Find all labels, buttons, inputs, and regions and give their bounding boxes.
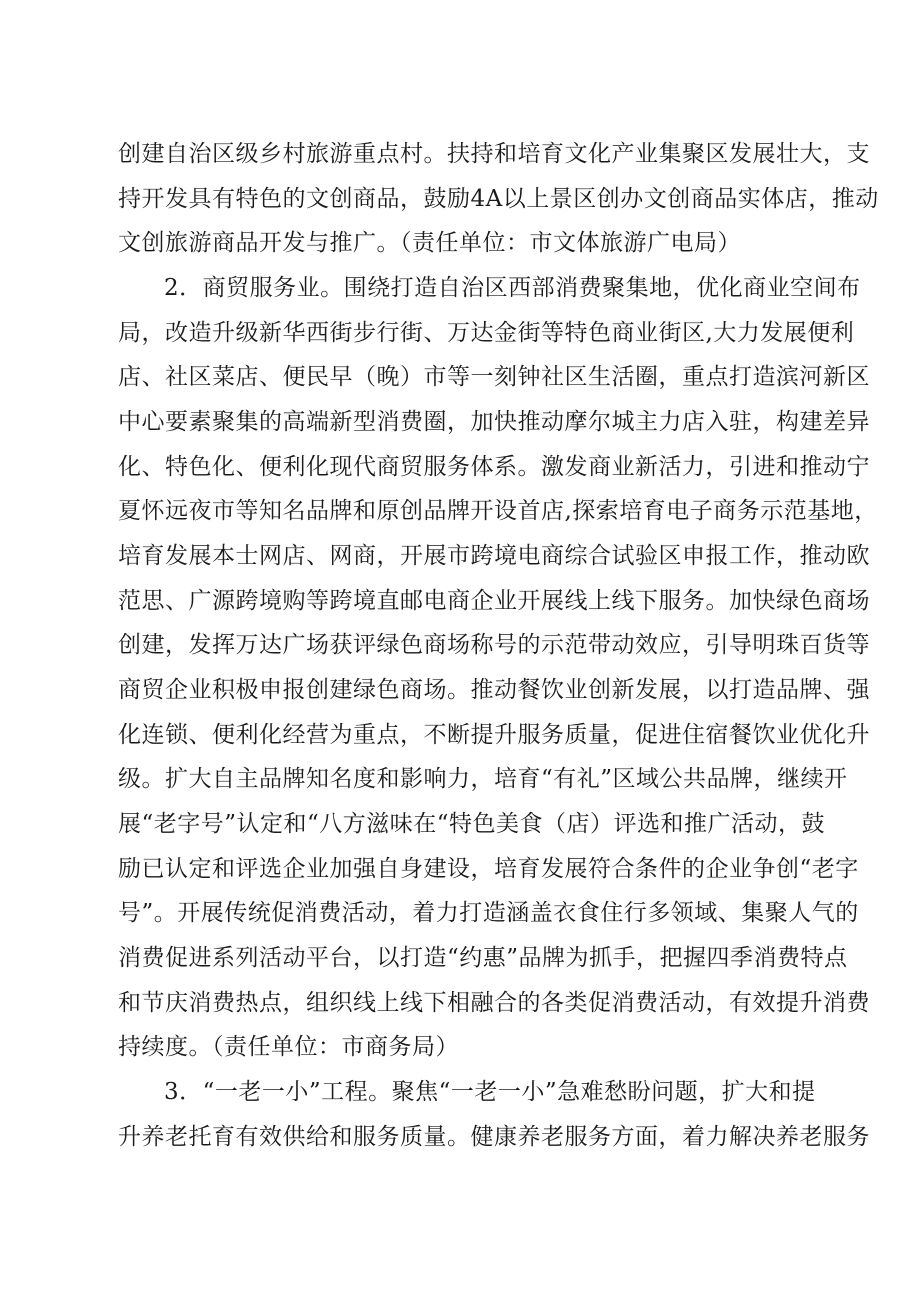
text-line: 中心要素聚集的高端新型消费圈，加快推动摩尔城主力店入驻，构建差异 — [118, 409, 870, 435]
text-line: 培育发展本士网店、网商，开展市跨境电商综合试验区申报工作，推动欧 — [118, 543, 870, 569]
text-line: 店、社区菜店、便民早（晚）市等一刻钟社区生活圈，重点打造滨河新区 — [118, 364, 870, 390]
text-line: 励已认定和评选企业加强自身建设，培育发展符合条件的企业争创“老字 — [118, 856, 859, 882]
text-line: 创建自治区级乡村旅游重点村。扶持和培育文化产业集聚区发展壮大，支 — [118, 141, 870, 167]
text-line: 创建，发挥万达广场获评绿色商场称号的示范带动效应，引导明珠百货等 — [118, 632, 870, 658]
text-line: 化、特色化、便利化现代商贸服务体系。激发商业新活力，引进和推动宁 — [118, 454, 870, 480]
text-line: 升养老托育有效供给和服务质量。健康养老服务方面，着力解决养老服务 — [118, 1124, 870, 1150]
text-line: 持开发具有特色的文创商品，鼓励4A以上景区创办文创商品实体店，推动 — [118, 186, 879, 212]
text-line: 消费促进系列活动平台，以打造“约惠”品牌为抓手，把握四季消费特点 — [118, 945, 848, 971]
text-line: 局，改造升级新华西街步行街、万达金街等特色商业街区,大力发展便利 — [118, 320, 855, 346]
section-heading-line: 2．商贸服务业。围绕打造自治区西部消费聚集地，优化商业空间布 — [164, 275, 861, 301]
text-line: 持续度。（责任单位：市商务局） — [118, 1034, 459, 1060]
text-line: 和节庆消费热点，组织线上线下相融合的各类促消费活动，有效提升消费 — [118, 990, 870, 1016]
text-line: 展“老字号”认定和“八方滋味在“特色美食（店）评选和推广活动，鼓 — [118, 811, 826, 837]
text-line: 号”。开展传统促消费活动，着力打造涵盖衣食住行多领域、集聚人气的 — [118, 900, 859, 926]
text-line: 范思、广源跨境购等跨境直邮电商企业开展线上线下服务。加快绿色商场 — [118, 588, 870, 614]
text-line: 化连锁、便利化经营为重点，不断提升服务质量，促进住宿餐饮业优化升 — [118, 722, 870, 748]
section-heading-line: 3．“一老一小”工程。聚焦“一老一小”急难愁盼问题，扩大和提 — [164, 1079, 816, 1105]
text-line: 商贸企业积极申报创建绿色商场。推动餐饮业创新发展，以打造品牌、强 — [118, 677, 870, 703]
text-line: 级。扩大自主品牌知名度和影响力，培育“有礼”区域公共品牌，继续开 — [118, 766, 848, 792]
text-line: 夏怀远夜市等知名品牌和原创品牌开设首店,探索培育电子商务示范基地， — [118, 498, 878, 524]
text-line: 文创旅游商品开发与推广。（责任单位：市文体旅游广电局） — [118, 230, 741, 256]
